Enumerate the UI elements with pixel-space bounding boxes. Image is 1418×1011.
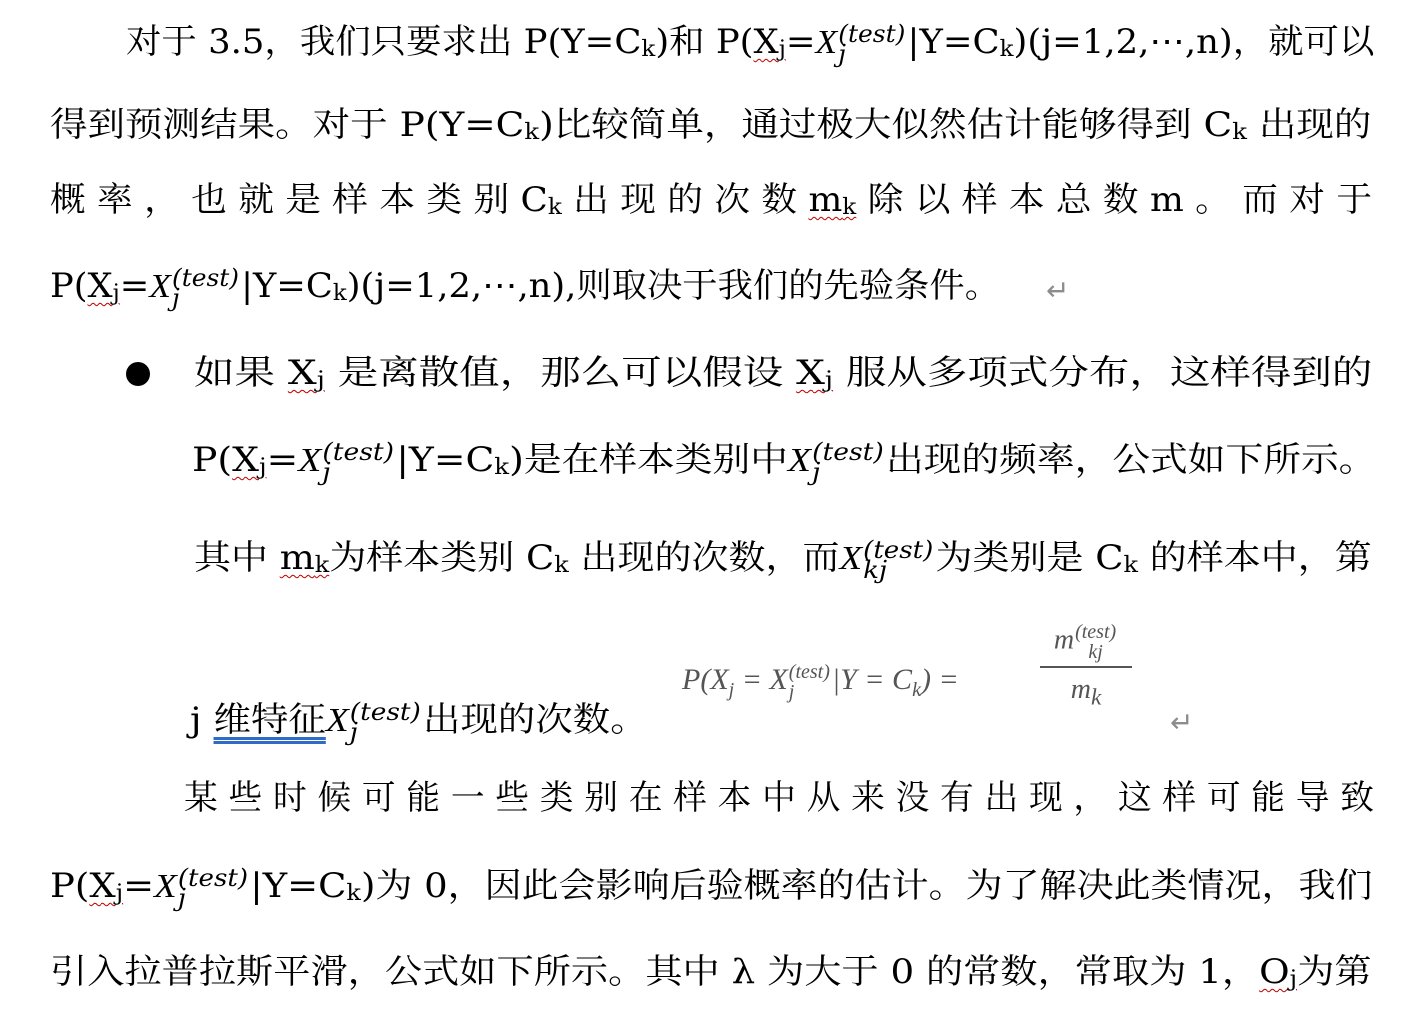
formula-lhs: $P(X_j = X$ (test) j $|Y = C_k$) = <box>682 661 959 703</box>
text: 除 以 样 本 总 数 m 。 而 对 于 <box>856 180 1373 220</box>
text: 出 现 的 次 数 <box>561 180 809 220</box>
text: |Y=C <box>241 266 333 306</box>
text: )(j=1,2,⋯,n)，就可以 <box>1013 22 1375 62</box>
paragraph-line-10 <box>50 866 1373 910</box>
text: 出现的次数，而 <box>568 538 840 578</box>
text: j <box>190 700 214 740</box>
math-superscript-subscript: (test) j <box>349 698 421 746</box>
subscript: k <box>641 37 656 62</box>
bullet-icon <box>126 362 150 386</box>
paragraph-line-9 <box>184 778 1374 818</box>
variable-mk: mk <box>279 538 330 578</box>
paragraph-line-7 <box>194 538 1372 582</box>
text: = <box>266 440 299 480</box>
subscript: k <box>1232 120 1247 145</box>
math-superscript-subscript: (test) j <box>812 438 884 486</box>
text: 如果 <box>194 353 288 393</box>
math-x: X <box>154 868 177 905</box>
text: 服从多项式分布，这样得到的 <box>833 353 1373 393</box>
subscript: k <box>554 553 569 578</box>
subscript: k <box>332 281 347 306</box>
text: )为 0，因此会影响后验概率的估计。为了解决此类情况，我们 <box>360 866 1373 906</box>
math-x: X <box>787 442 811 479</box>
subscript: k <box>1123 553 1139 578</box>
paragraph-mark-icon: ↵ <box>1046 274 1070 307</box>
math-x: X <box>815 24 838 61</box>
variable-oj: Oj <box>1259 952 1298 992</box>
subscript: k <box>999 37 1014 62</box>
text: P( <box>50 866 90 906</box>
paragraph-line-6 <box>192 440 1376 484</box>
text: 某 些 时 候 可 能 一 些 类 别 在 样 本 中 从 来 没 有 出 现 ， 这 样 可 能 导 致 <box>184 778 1374 818</box>
text: = <box>123 866 155 906</box>
text: P( <box>50 266 88 306</box>
formula-fraction <box>1040 622 1132 712</box>
text: 为类别是 C <box>935 538 1124 578</box>
math-superscript-subscript: (test) j <box>322 438 394 486</box>
math-superscript-subscript: (test) kj <box>863 536 934 584</box>
text: )和 P( <box>655 22 754 62</box>
text: 对于 3.5，我们只要求出 P(Y=C <box>126 22 642 62</box>
text: = <box>119 266 150 306</box>
text: )是在样本类别中 <box>509 440 788 480</box>
math-superscript-subscript: (test) j <box>838 20 906 68</box>
text: = <box>785 22 816 62</box>
fraction-bar <box>1040 666 1132 668</box>
variable-xj: Xj <box>287 353 325 393</box>
text: 出现的 <box>1246 105 1372 145</box>
text: 得到预测结果。对于 P(Y=C <box>50 105 525 145</box>
text: )(j=1,2,⋯,n),则取决于我们的先验条件。 <box>346 266 1001 306</box>
text: 的样本中，第 <box>1138 538 1372 578</box>
text: 出现的次数。 <box>423 700 648 740</box>
text: 概 率 ， 也 就 是 样 本 类 别 C <box>50 180 548 220</box>
formula-image <box>682 622 1152 726</box>
formula-denominator: $m_k$ <box>1070 674 1102 711</box>
variable-xj: Xj <box>87 266 120 306</box>
variable-xj: Xj <box>232 440 267 480</box>
math-x: X <box>839 540 863 577</box>
math-superscript-subscript: (test) j <box>171 264 239 312</box>
text: 为第 <box>1297 952 1372 992</box>
math-x: X <box>298 442 322 479</box>
math-x: X <box>325 702 349 739</box>
paragraph-line-3 <box>50 180 1373 220</box>
subscript: k <box>346 881 361 906</box>
variable-xj: Xj <box>753 22 786 62</box>
paragraph-mark-icon: ↵ <box>1170 706 1194 739</box>
subscript: k <box>524 120 540 145</box>
math-x: X <box>149 268 171 305</box>
paragraph-line-8 <box>190 700 648 744</box>
paragraph-line-11 <box>50 952 1372 992</box>
variable-mk: mk <box>808 180 857 220</box>
text: 引入拉普拉斯平滑，公式如下所示。其中 λ 为大于 0 的常数，常取为 1， <box>50 952 1260 992</box>
underlined-term: 维特征 <box>213 700 326 740</box>
variable-xj: Xj <box>796 353 834 393</box>
math-superscript-subscript: (test) j <box>177 864 249 912</box>
paragraph-line-2 <box>50 105 1372 145</box>
formula-numerator: m (test) kj <box>1053 621 1117 663</box>
text: |Y=C <box>907 22 1000 62</box>
variable-xj: Xj <box>89 866 124 906</box>
text: 是离散值，那么可以假设 <box>324 353 797 393</box>
paragraph-line-1 <box>126 22 1374 66</box>
paragraph-line-4 <box>50 266 1000 310</box>
paragraph-line-5 <box>194 353 1373 393</box>
text: |Y=C <box>250 866 347 906</box>
text: |Y=C <box>396 440 495 480</box>
text: 出现的频率，公式如下所示。 <box>885 440 1377 480</box>
subscript: k <box>547 195 562 220</box>
text: 其中 <box>194 538 280 578</box>
text: P( <box>192 440 233 480</box>
subscript: k <box>494 455 510 480</box>
text: )比较简单，通过极大似然估计能够得到 C <box>539 105 1233 145</box>
text: 为样本类别 C <box>329 538 555 578</box>
